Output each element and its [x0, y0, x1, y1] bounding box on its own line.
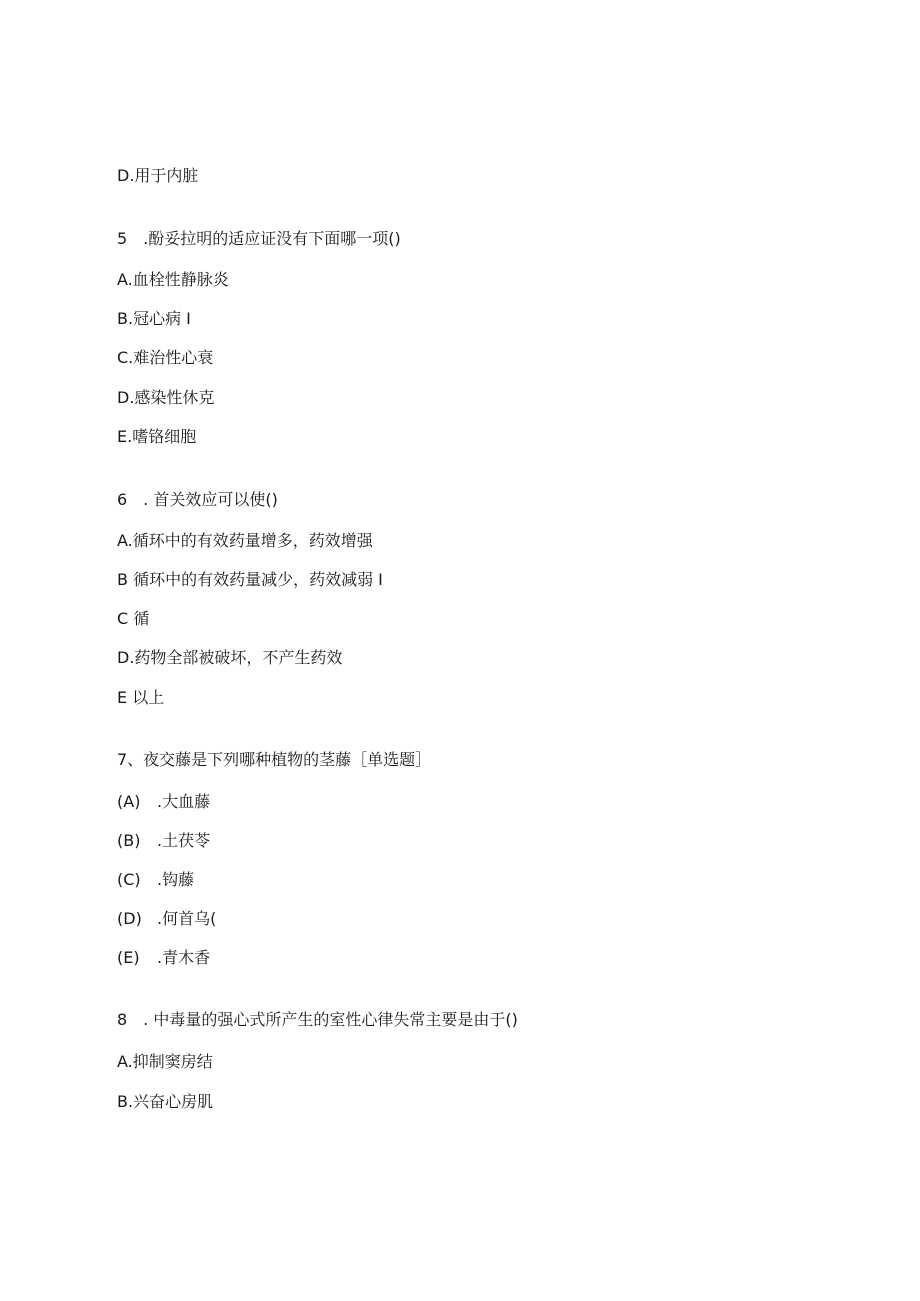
q5-option-a: A.血栓性静脉炎: [117, 270, 229, 289]
q7-option-d: [117, 909, 216, 929]
q6-option-e: E 以上: [117, 688, 165, 707]
option-text: .青木香: [157, 948, 211, 967]
q8-question: 8 . 中毒量的强心式所产生的室性心律失常主要是由于(): [117, 1010, 518, 1029]
q6-option-c: C 循: [117, 609, 150, 628]
q5-option-b: B.冠心病 I: [117, 309, 191, 328]
q5-option-d: D.感染性休克: [117, 388, 215, 407]
q5-option-c: C.难治性心衰: [117, 348, 214, 367]
q7-option-a: [117, 792, 210, 812]
q7-question: 7、夜交藤是下列哪种植物的茎藤［单选题］: [117, 750, 432, 769]
option-label: (A): [117, 792, 141, 811]
q7-option-e: [117, 948, 210, 968]
option-text: .大血藤: [157, 792, 211, 811]
option-text: .钩藤: [157, 870, 195, 889]
q6-option-a: A.循环中的有效药量增多，药效增强: [117, 531, 373, 550]
q4-option-d: D.用于内脏: [117, 166, 199, 185]
option-label: (C): [117, 870, 141, 889]
option-label: (E): [117, 948, 140, 967]
q6-option-b: B 循环中的有效药量减少，药效减弱 I: [117, 570, 383, 589]
option-label: (B): [117, 831, 141, 850]
option-label: (D): [117, 909, 142, 928]
q8-option-b: B.兴奋心房肌: [117, 1092, 214, 1111]
q6-option-d: D.药物全部被破坏，不产生药效: [117, 648, 343, 667]
q5-question: 5 .酚妥拉明的适应证没有下面哪一项(): [117, 229, 401, 248]
q8-option-a: A.抑制窦房结: [117, 1052, 213, 1071]
q5-option-e: E.嗜铬细胞: [117, 427, 197, 446]
option-text: .何首乌(: [157, 909, 217, 928]
q6-question: 6 . 首关效应可以使(): [117, 490, 278, 509]
q7-option-c: [117, 870, 194, 890]
option-text: .土茯苓: [157, 831, 211, 850]
q7-option-b: [117, 831, 210, 851]
